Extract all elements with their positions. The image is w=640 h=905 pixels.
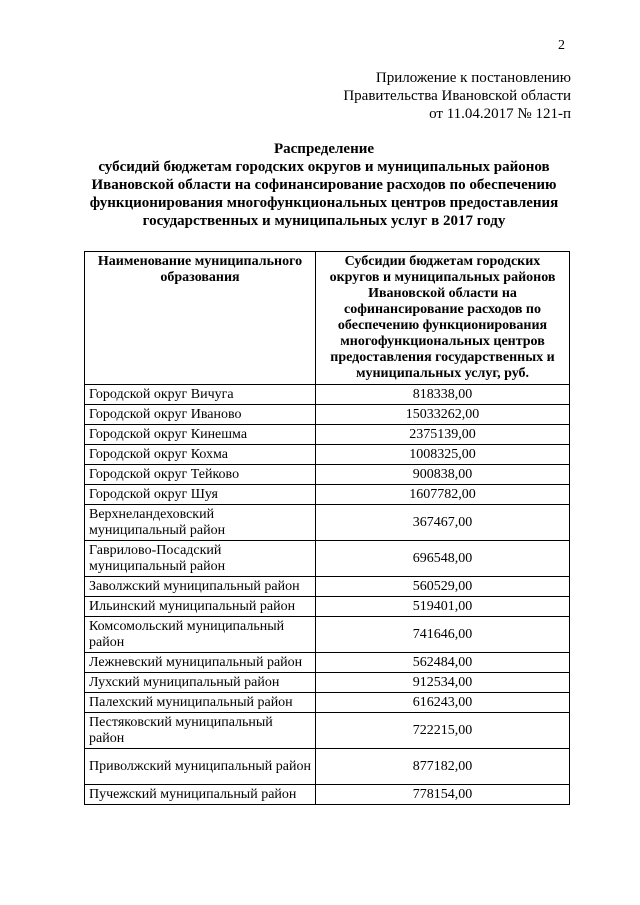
page-number: 2: [558, 38, 565, 53]
municipality-name-cell: Пучежский муниципальный район: [85, 785, 316, 805]
title-line: субсидий бюджетам городских округов и муниципальных районов: [98, 159, 550, 175]
municipality-name-cell: Городской округ Кинешма: [85, 425, 316, 445]
subsidy-amount-cell: 2375139,00: [316, 425, 570, 445]
title-line: Ивановской области на софинансирование расходов по обеспечению: [91, 177, 557, 193]
table-row: [85, 541, 570, 577]
municipality-name-cell: Гаврилово-Посадский муниципальный район: [85, 541, 316, 577]
table-row: [85, 785, 570, 805]
municipality-name-cell: Приволжский муниципальный район: [85, 749, 316, 785]
municipality-name-cell: Городской округ Шуя: [85, 485, 316, 505]
subsidy-amount-cell: 560529,00: [316, 577, 570, 597]
subsidy-amount-cell: 519401,00: [316, 597, 570, 617]
column-header-municipality: Наименование муниципального образования: [85, 252, 316, 385]
municipality-name-cell: Городской округ Тейково: [85, 465, 316, 485]
table-row: [85, 577, 570, 597]
table-row: [85, 653, 570, 673]
municipality-name-cell: Городской округ Вичуга: [85, 385, 316, 405]
subsidy-amount-cell: 741646,00: [316, 617, 570, 653]
appendix-header: [251, 69, 571, 123]
municipality-name-cell: Палехский муниципальный район: [85, 693, 316, 713]
subsidy-amount-cell: 1008325,00: [316, 445, 570, 465]
appendix-line: Приложение к постановлению: [375, 70, 571, 86]
appendix-line: Правительства Ивановской области: [343, 88, 571, 104]
table-row: [85, 385, 570, 405]
table-row: [85, 693, 570, 713]
municipality-name-cell: Лежневский муниципальный район: [85, 653, 316, 673]
table-row: [85, 749, 570, 785]
title-line: Распределение: [273, 141, 375, 157]
municipality-name-cell: Комсомольский муниципальный район: [85, 617, 316, 653]
subsidy-amount-cell: 877182,00: [316, 749, 570, 785]
table-row: [85, 597, 570, 617]
column-header-subsidy: Субсидии бюджетам городских округов и муниципальных районов Ивановской области на софинансирование расходов по обеспечению функционирования многофункциональных центров предоставления государственных и муниципальных услуг, руб.: [316, 252, 570, 385]
subsidy-amount-cell: 562484,00: [316, 653, 570, 673]
title-line: функционирования многофункциональных центров предоставления: [89, 195, 559, 211]
subsidy-amount-cell: 1607782,00: [316, 485, 570, 505]
subsidy-amount-cell: 367467,00: [316, 505, 570, 541]
municipality-name-cell: Городской округ Кохма: [85, 445, 316, 465]
table-row: [85, 713, 570, 749]
municipality-name-cell: Верхнеландеховский муниципальный район: [85, 505, 316, 541]
subsidy-amount-cell: 778154,00: [316, 785, 570, 805]
title-line: государственных и муниципальных услуг в 2017 году: [142, 213, 506, 229]
table-row: [85, 445, 570, 465]
subsidy-amount-cell: 722215,00: [316, 713, 570, 749]
table-row: [85, 673, 570, 693]
municipality-name-cell: Городской округ Иваново: [85, 405, 316, 425]
table-row: [85, 505, 570, 541]
table-body: [85, 385, 570, 805]
table-row: [85, 425, 570, 445]
table-row: [85, 465, 570, 485]
subsidy-amount-cell: 912534,00: [316, 673, 570, 693]
document-title: [84, 140, 564, 230]
table-header-row: [85, 252, 570, 385]
table-row: [85, 405, 570, 425]
appendix-line: от 11.04.2017 № 121-п: [429, 106, 571, 122]
subsidy-amount-cell: 696548,00: [316, 541, 570, 577]
subsidy-table: [84, 251, 570, 805]
table-row: [85, 617, 570, 653]
municipality-name-cell: Пестяковский муниципальный район: [85, 713, 316, 749]
municipality-name-cell: Лухский муниципальный район: [85, 673, 316, 693]
subsidy-amount-cell: 616243,00: [316, 693, 570, 713]
municipality-name-cell: Заволжский муниципальный район: [85, 577, 316, 597]
table-row: [85, 485, 570, 505]
subsidy-amount-cell: 15033262,00: [316, 405, 570, 425]
subsidy-amount-cell: 900838,00: [316, 465, 570, 485]
municipality-name-cell: Ильинский муниципальный район: [85, 597, 316, 617]
subsidy-amount-cell: 818338,00: [316, 385, 570, 405]
